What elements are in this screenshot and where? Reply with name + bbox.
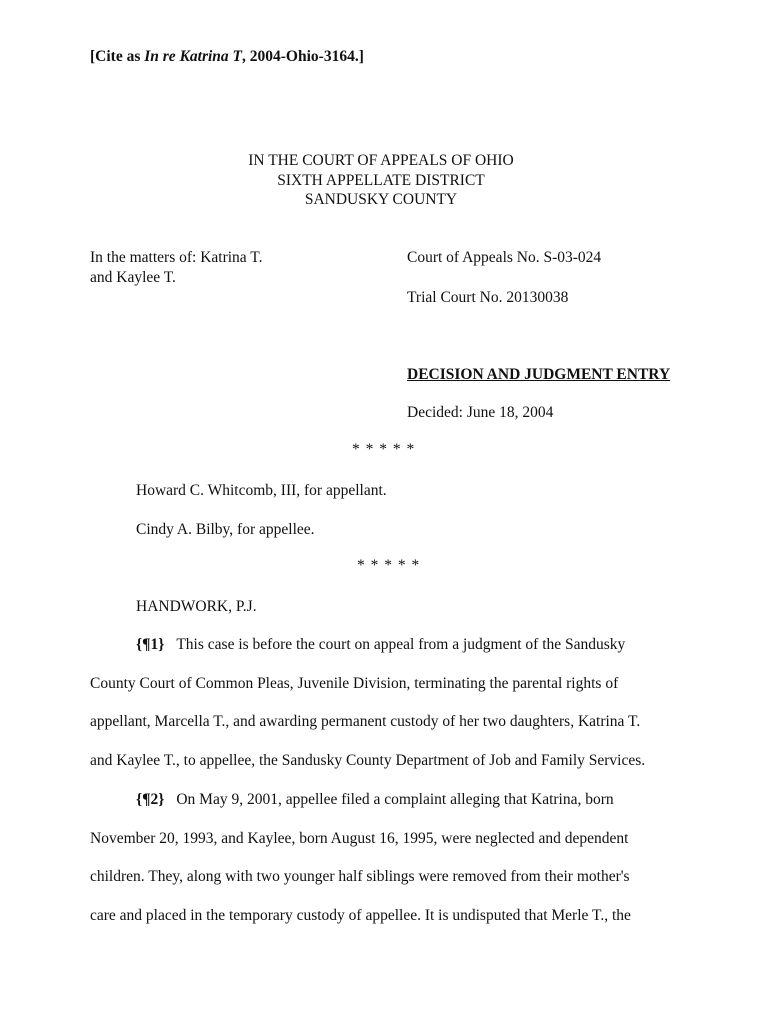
paragraph-line: children. They, along with two younger half siblings were removed from their mother's — [90, 868, 630, 885]
separator-bottom: * * * * * — [357, 557, 421, 574]
citation-case-name: In re Katrina T — [144, 48, 243, 65]
court-name: IN THE COURT OF APPEALS OF OHIO — [248, 152, 514, 169]
case-parties — [90, 248, 262, 287]
appeals-number: Court of Appeals No. S-03-024 — [407, 249, 602, 266]
court-district: SIXTH APPELLATE DISTRICT — [277, 171, 485, 189]
citation-prefix: [Cite as — [90, 48, 145, 65]
paragraph-line: care and placed in the temporary custody of appellee. It is undisputed that Merle T., the — [90, 906, 631, 924]
paragraph-line: appellant, Marcella T., and awarding permanent custody of her two daughters, Katrina T. — [90, 713, 641, 730]
entry-title: DECISION AND JUDGMENT ENTRY — [407, 366, 671, 383]
paragraph-2 — [90, 781, 690, 935]
court-county: SANDUSKY COUNTY — [304, 191, 458, 208]
counsel-appellee: Cindy A. Bilby, for appellee. — [136, 521, 315, 538]
decision-date: Decided: June 18, 2004 — [407, 404, 554, 421]
trial-court-number: Trial Court No. 20130038 — [407, 289, 569, 306]
paragraph-line: County Court of Common Pleas, Juvenile Division, terminating the parental rights of — [90, 674, 619, 692]
judge-name: HANDWORK, P.J. — [136, 598, 257, 615]
citation-header — [90, 47, 364, 67]
paragraph-line — [90, 626, 690, 665]
paragraph-1 — [90, 626, 690, 780]
court-heading — [0, 151, 762, 210]
paragraph-line — [90, 781, 690, 820]
paragraph-text: This case is before the court on appeal from a judgment of the Sandusky — [176, 636, 626, 653]
paragraph-number: {¶1} — [136, 636, 165, 653]
case-parties-line-1: In the matters of: Katrina T. — [90, 249, 263, 266]
paragraph-text: On May 9, 2001, appellee filed a complaint alleging that Katrina, born — [176, 791, 614, 808]
separator-top: * * * * * — [352, 441, 416, 458]
case-parties-line-2: and Kaylee T. — [90, 268, 176, 286]
paragraph-line: and Kaylee T., to appellee, the Sandusky County Department of Job and Family Services. — [90, 751, 646, 769]
paragraph-line: November 20, 1993, and Kaylee, born August 16, 1995, were neglected and dependent — [90, 829, 629, 847]
citation-suffix: , 2004-Ohio-3164.] — [242, 48, 364, 65]
counsel-appellant: Howard C. Whitcomb, III, for appellant. — [136, 482, 387, 499]
paragraph-number: {¶2} — [136, 791, 165, 808]
